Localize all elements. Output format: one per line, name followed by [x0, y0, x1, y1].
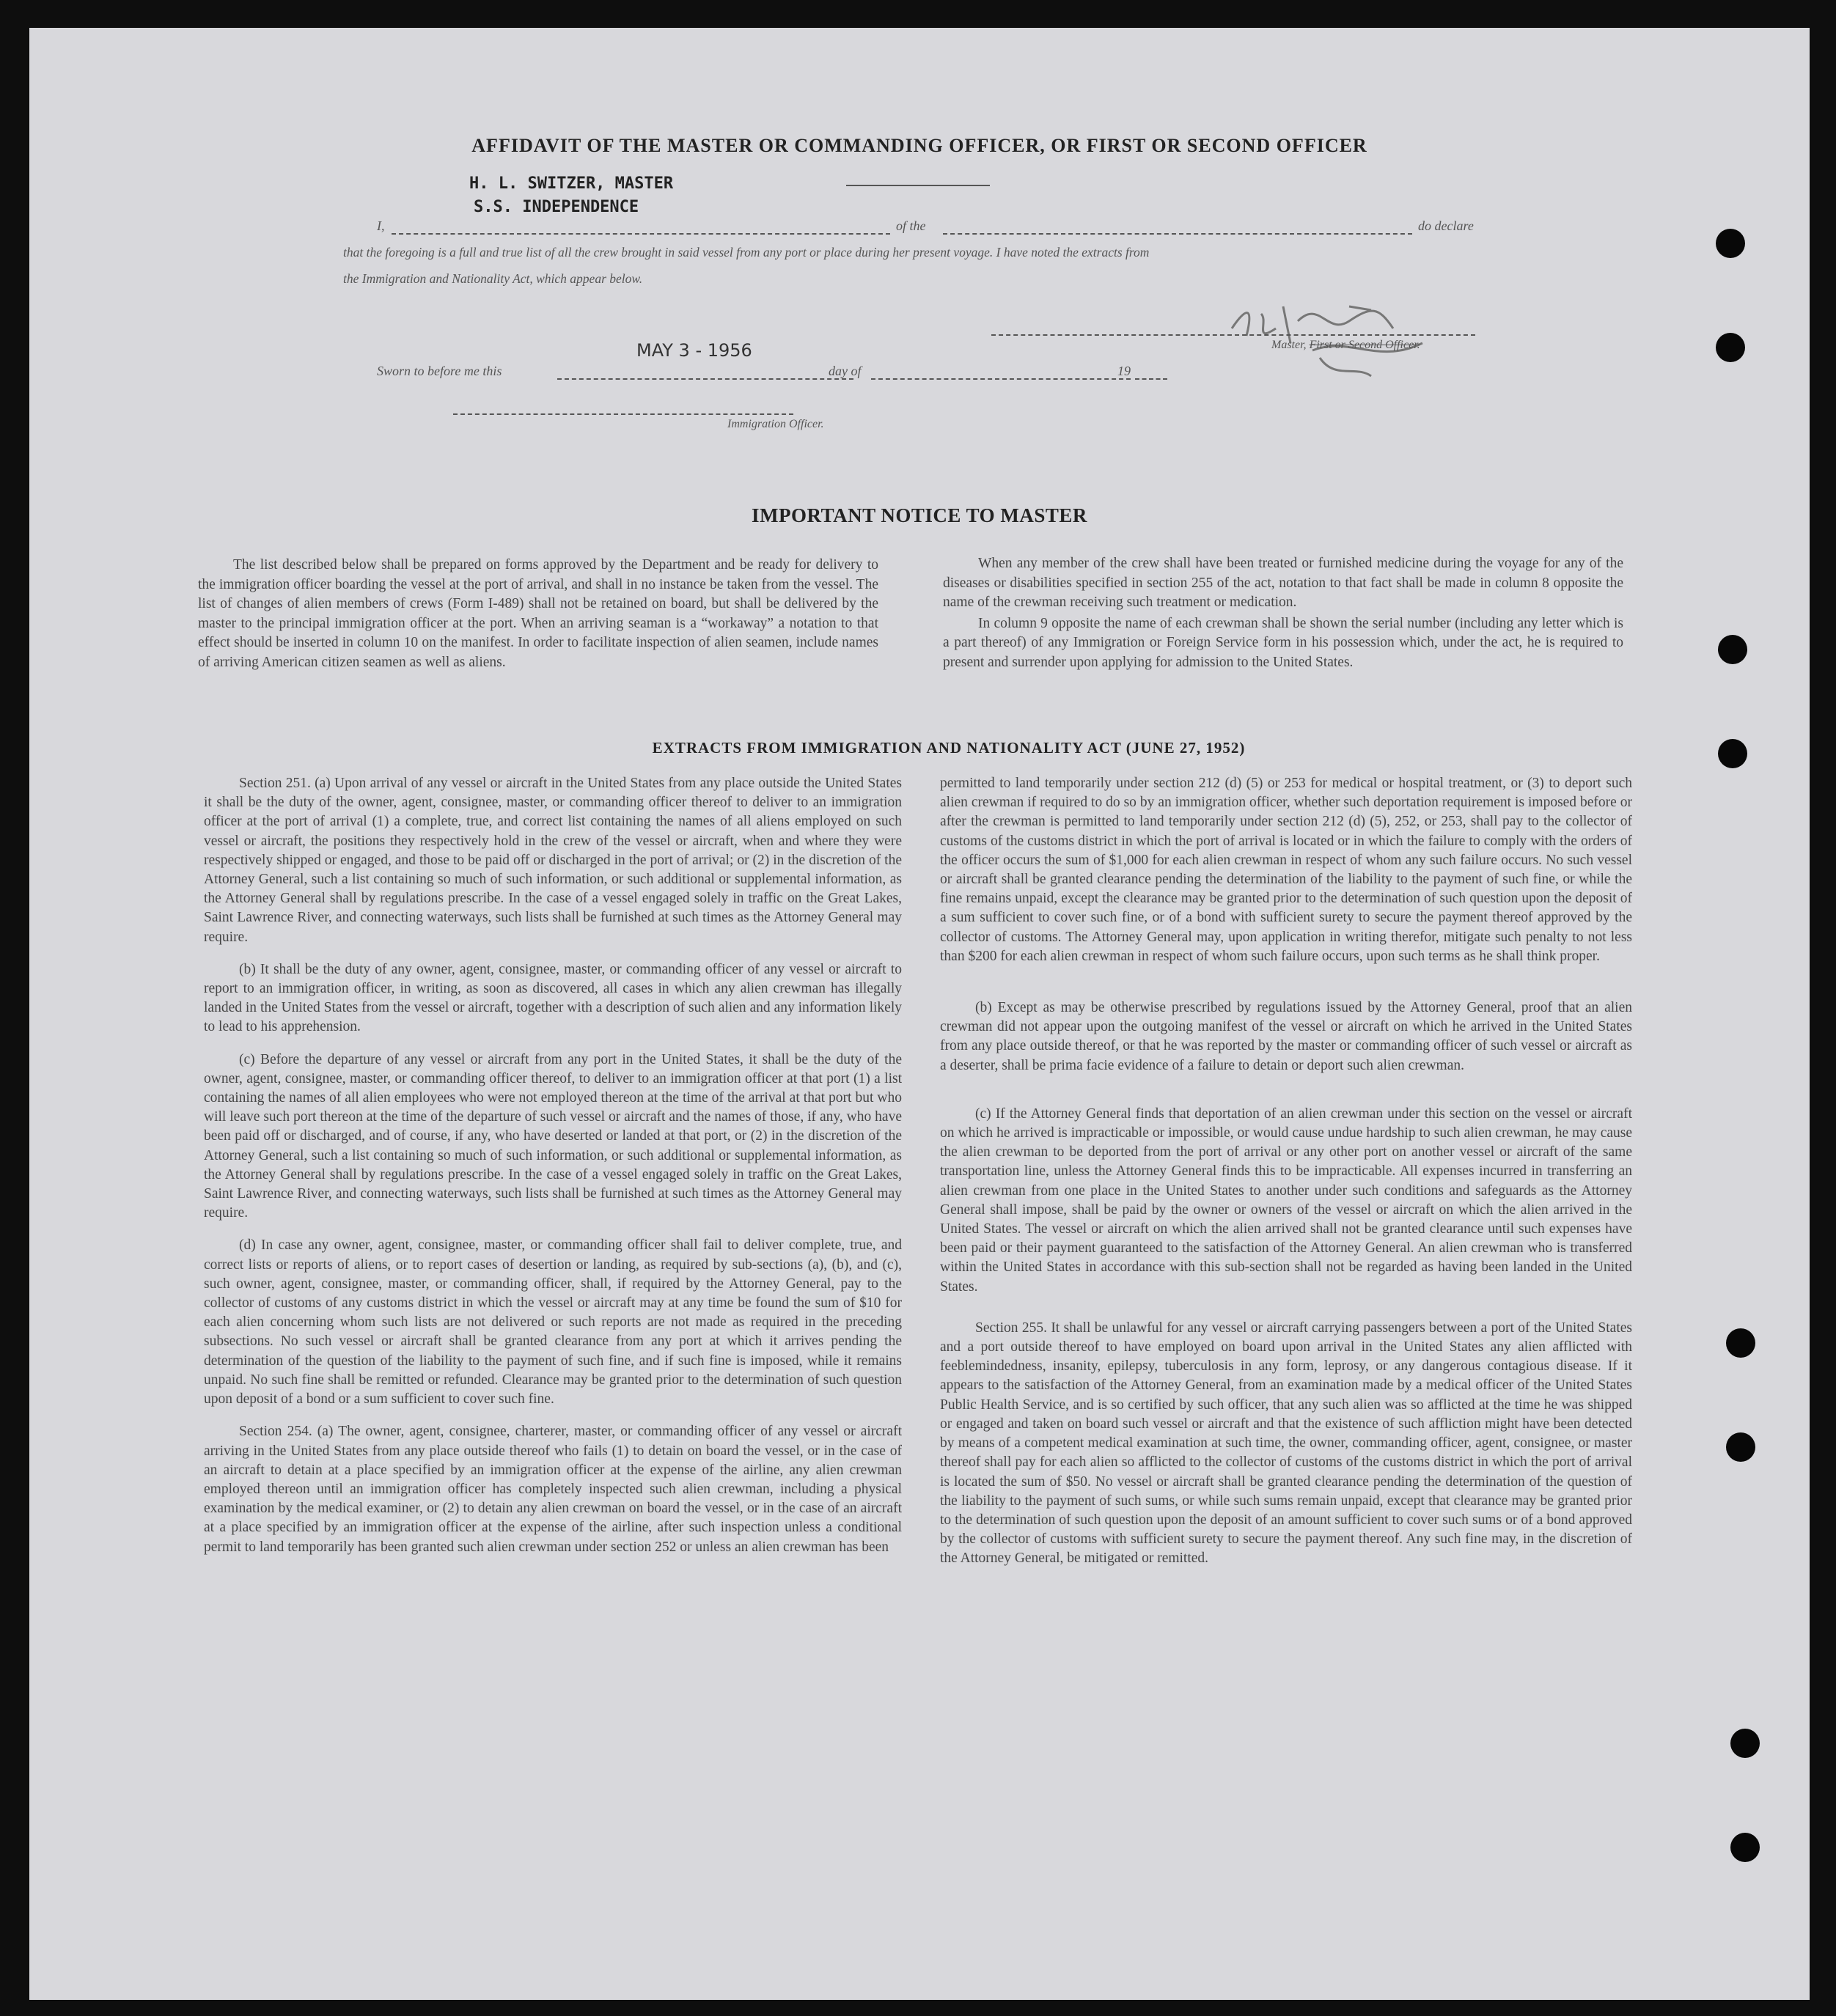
section-251c-text: (c) Before the departure of any vessel or aircraft from any port in the United States, it shall be the duty of the owner, agent, consignee, master, or commanding officer thereof, to deliver to an immigration officer at that port (1) a list containing the names of all alien employees who were not employed thereon at the time of the arrival at that port but who will leave such port thereon at the time of the departure of such vessel or aircraft and the names of those, if any, who have been paid off or discharged, and of course, if any, who have deserted or landed at that port, or (2) in the discretion of the Attorney General, such a list containing so much of such information, or such additional or supplemental information, as the Attorney General shall by regulations prescribe. In the case of a vessel engaged solely in traffic on the Great Lakes, Saint Lawrence River, and connecting waterways, such lists shall be furnished at such times as the Attorney General may require.: [204, 1051, 902, 1221]
officer-signature-line: [453, 413, 793, 415]
section-254c-text: (c) If the Attorney General finds that deportation of an alien crewman under this section on the vessel or aircraft on which he arrived is impracticable or impossible, or would cause undue hardship to such alien crewman, he may cause the alien crewman to be deported from the port of arrival or any other port on another vessel or aircraft of the same transportation line, unless the Attorney General finds this to be impracticable. All expenses incurred in transferring an alien crewman from one place in the United States to another under such conditions and safeguards as the Attorney General shall impose, shall be paid by the owner or owners of the vessel or aircraft on which the alien arrived in the United States. The vessel or aircraft on which the alien arrived shall not be granted clearance until such expenses have been paid or their payment guaranteed to the satisfaction of the Attorney General. An alien crewman who is transferred within the United States in accordance with this sub-section shall not be regarded as having been landed in the United States.: [940, 1106, 1632, 1295]
short-rule: [846, 185, 990, 186]
punch-hole: [1726, 1432, 1755, 1462]
typed-name-line1: H. L. SWITZER, MASTER: [469, 174, 674, 193]
punch-hole: [1716, 229, 1745, 258]
notice-left-text: The list described below shall be prepared on forms approved by the Department and be ready for delivery to the immigration officer boarding the vessel at the port of arrival, and shall in no instance be taken from the vessel. The list of changes of alien members of crews (Form I-489) shall not be retained on board, but shall be delivered by the master to the principal immigration officer at the port. When an arriving seaman is a “workaway” a notation to that effect should be inserted in column 10 on the manifest. In order to facilitate inspection of alien seamen, include names of arriving American citizen seamen as well as aliens.: [198, 557, 878, 670]
sworn-month-line: [871, 378, 1131, 380]
sworn-day-line: [557, 378, 853, 380]
notice-right-text-2: In column 9 opposite the name of each crewman shall be shown the serial number (including any letter which is a part thereof) of any Immigration or Foreign Service form in his possession which, under the act, he is required to present and surrender upon applying for admission to the United States.: [943, 615, 1623, 670]
section-251a-text: Section 251. (a) Upon arrival of any vessel or aircraft in the United States from any place outside the United States it shall be the duty of the owner, agent, consignee, master, or commanding officer thereof to deliver to an immigration officer at the port of arrival (1) a complete, true, and correct list containing the names of all aliens employed on such vessel or aircraft, the positions they respectively hold in the crew of the vessel or aircraft, when and where they were respectively shipped or engaged, and those to be paid off or discharged in the port of arrival; or (2) in the discretion of the Attorney General, such a list containing so much of such information, or such additional or supplemental information, as the Attorney General shall by regulations prescribe. In the case of a vessel engaged solely in traffic on the Great Lakes, Saint Lawrence River, and connecting waterways, such lists shall be furnished at such times as the Attorney General may require.: [204, 776, 902, 945]
punch-hole: [1730, 1833, 1760, 1862]
master-label: [1271, 339, 1420, 352]
signature-line: [991, 334, 1475, 336]
of-the-label: of the: [896, 218, 926, 233]
struck-officer-text: First or Second Officer.: [1309, 339, 1420, 351]
year-label: 19: [1117, 364, 1131, 378]
notice-left-column: [198, 556, 878, 682]
section-251d-text: (d) In case any owner, agent, consignee, master, or commanding officer shall fail to deliver complete, true, and correct lists or reports of aliens, or to report cases of desertion or landing, as required by sub-sections (a), (b), and (c), such owner, agent, consignee, master, or commanding officer, shall, if required by the Attorney General, pay to the collector of customs of any customs district in which the vessel or aircraft may at any time be found the sum of $10 for each alien concerning whom such lists are not delivered or such reports are not made as required in the preceding subsections. No such vessel or aircraft shall be granted clearance from any port at which it arrives pending the determination of the question of the liability to the payment of such fine, and if such fine is imposed, while it remains unpaid. No such fine shall be remitted or refunded. Clearance may be granted prior to the determination of such question upon deposit of a bond or a sum sufficient to cover such fine.: [204, 1237, 902, 1408]
affidavit-title: AFFIDAVIT OF THE MASTER OR COMMANDING OFFICER, OR FIRST OR SECOND OFFICER: [471, 135, 1367, 156]
immigration-officer-label: Immigration Officer.: [727, 418, 824, 430]
extracts-heading: EXTRACTS FROM IMMIGRATION AND NATIONALITY ACT (JUNE 27, 1952): [652, 739, 1246, 757]
day-of-label: day of: [829, 364, 862, 378]
name-blank-line: [392, 233, 890, 235]
extracts-left-column: [204, 774, 902, 1566]
sworn-year-line: [1135, 378, 1167, 380]
notice-heading: IMPORTANT NOTICE TO MASTER: [752, 504, 1087, 526]
punch-hole: [1726, 1328, 1755, 1358]
sworn-label: Sworn to before me this: [377, 364, 502, 378]
typed-name-line2: S.S. INDEPENDENCE: [474, 198, 639, 216]
master-signature: [1202, 277, 1481, 387]
master-text: Master,: [1271, 339, 1307, 351]
section-254b-text: (b) Except as may be otherwise prescribed by regulations issued by the Attorney General, proof that an alien crewman did not appear upon the outgoing manifest of the vessel or aircraft on which he arrived in the United States from any place outside thereof, or that he was reported by the master or commanding officer of such vessel or aircraft as a deserter, shall be prima facie evidence of a failure to detain or deport such alien crewman.: [940, 1000, 1632, 1073]
declaration-line2: the Immigration and Nationality Act, which appear below.: [343, 271, 643, 286]
notice-right-column: [943, 554, 1623, 682]
notice-right-text-1: When any member of the crew shall have been treated or furnished medicine during the voyage for any of the diseases or disabilities specified in section 255 of the act, notation to that fact shall be made in column 8 opposite the name of the crewman receiving such treatment or medication.: [943, 556, 1623, 611]
punch-hole: [1716, 333, 1745, 362]
declaration-line1: that the foregoing is a full and true list of all the crew brought in said vessel from any port or place during her present voyage. I have noted the extracts from: [343, 245, 1150, 260]
document-sheet: [29, 28, 1810, 2000]
punch-hole: [1730, 1729, 1760, 1758]
section-254a-text: Section 254. (a) The owner, agent, consignee, charterer, master, or commanding officer of any vessel or aircraft arriving in the United States from any place outside thereof who fails (1) to detain on board the vessel, or in the case of an aircraft to detain at a place specified by an immigration officer at the expense of the airline, any alien crewman employed thereon until an immigration officer has completely inspected such alien crewman, including a physical examination by the medical examiner, or (2) to detain any alien crewman on board the vessel, or in the case of an aircraft at a place specified by an immigration officer at the expense of the airline, after such inspection unless a conditional permit to land temporarily has been granted such alien crewman under section 252 or unless an alien crewman has been: [204, 1424, 902, 1555]
i-label: I,: [377, 218, 385, 233]
punch-hole: [1718, 635, 1747, 664]
vessel-blank-line: [943, 233, 1412, 235]
do-declare-label: do declare: [1418, 218, 1474, 233]
extracts-right-column: [940, 774, 1632, 1578]
section-254a-continued-text: permitted to land temporarily under section 212 (d) (5) or 253 for medical or hospital treatment, or (3) to deport such alien crewman if required to do so by an immigration officer, whether such deportation requirement is imposed before or after the crewman is permitted to land temporarily under section 212 (d) (5), 252, or 253, shall pay to the collector of customs of the customs district in which the port of arrival is located or in which the failure to comply with the orders of the officer occurs the sum of $1,000 for each alien crewman in respect of whom any such failure occurs. No such vessel or aircraft shall be granted clearance pending the determination of the liability to the payment of such fine, or while the fine remains unpaid, except the clearance may be granted prior to the determination of such question upon the deposit of a sum sufficient to cover such fine, or of a bond with sufficient surety to secure the payment thereof approved by the collector of customs. The Attorney General may, upon application in writing therefor, mitigate such penalty to not less than $200 for each alien crewman in respect of whom such failure occurs, upon such terms as he shall think proper.: [940, 776, 1632, 964]
date-stamp: MAY 3 - 1956: [636, 340, 752, 361]
section-251b-text: (b) It shall be the duty of any owner, agent, consignee, master, or commanding officer of any vessel or aircraft to report to an immigration officer, in writing, as soon as discovered, all cases in which any alien crewman has illegally landed in the United States from the vessel or aircraft, together with a description of such alien and any information likely to lead to his apprehension.: [204, 961, 902, 1035]
section-255-text: Section 255. It shall be unlawful for any vessel or aircraft carrying passengers between a port of the United States and a port outside thereof to have employed on board upon arrival in the United States any alien afflicted with feeblemindedness, insanity, epilepsy, tuberculosis in any form, leprosy, or any dangerous contagious disease. If it appears to the satisfaction of the Attorney General, from an examination made by a medical officer of the United States Public Health Service, and is so certified by such officer, that any such alien was so afflicted at the time he was shipped or engaged and taken on board such vessel or aircraft and that the existence of such affliction might have been detected by means of a competent medical examination at such time, the owner, commanding officer, agent, consignee, or master thereof shall pay for each alien so afflicted to the collector of customs of the customs district in which the port of arrival is located the sum of $50. No vessel or aircraft shall be granted clearance pending the determination of the question of the liability to the payment of such sums, or while such sums remain unpaid, except that clearance may be granted prior to the determination of such question upon the deposit of an amount sufficient to cover such sums or of a bond approved by the collector of customs with sufficient surety to secure the payment thereof. Any such fine may, in the discretion of the Attorney General, be mitigated or remitted.: [940, 1320, 1632, 1567]
